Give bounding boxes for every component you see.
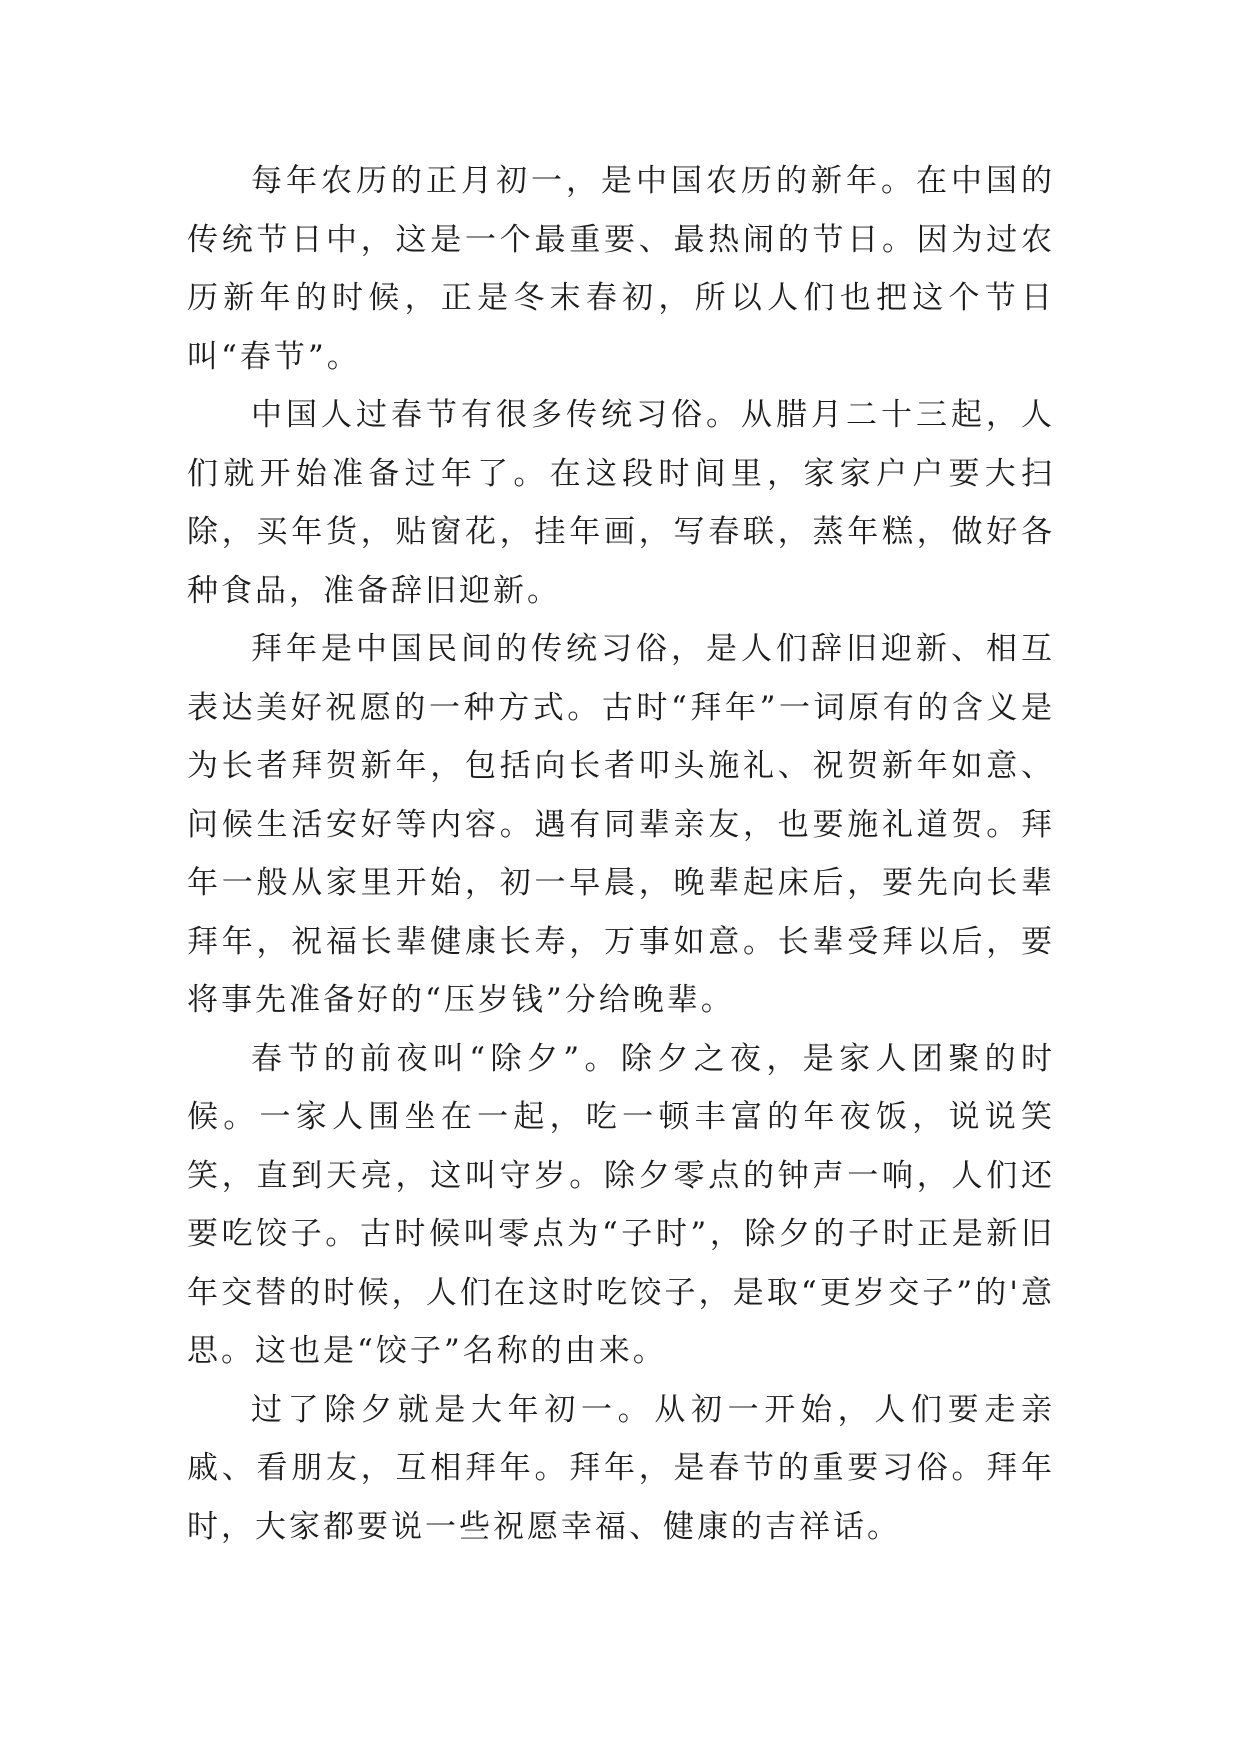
document-body	[187, 152, 1055, 1556]
paragraph-customs: 中国人过春节有很多传统习俗。从腊月二十三起，人们就开始准备过年了。在这段时间里，家家户户要大扫除，买年货，贴窗花，挂年画，写春联，蒸年糕，做好各种食品，准备辞旧迎新。	[187, 397, 1055, 609]
paragraph-first-day: 过了除夕就是大年初一。从初一开始，人们要走亲戚、看朋友，互相拜年。拜年，是春节的重要习俗。拜年时，大家都要说一些祝愿幸福、健康的吉祥话。	[187, 1391, 1055, 1545]
paragraph-chuxi: 春节的前夜叫“除夕”。除夕之夜，是家人团聚的时候。一家人围坐在一起，吃一顿丰富的年夜饭，说说笑笑，直到天亮，这叫守岁。除夕零点的钟声一响，人们还要吃饺子。古时候叫零点为“子时”，除夕的子时正是新旧年交替的时候，人们在这时吃饺子，是取“更岁交子”的'意思。这也是“饺子”名称的由来。	[187, 1040, 1055, 1369]
paragraph-bainian: 拜年是中国民间的传统习俗，是人们辞旧迎新、相互表达美好祝愿的一种方式。古时“拜年”一词原有的含义是为长者拜贺新年，包括向长者叩头施礼、祝贺新年如意、问候生活安好等内容。遇有同辈亲友，也要施礼道贺。拜年一般从家里开始，初一早晨，晚辈起床后，要先向长辈拜年，祝福长辈健康长寿，万事如意。长辈受拜以后，要将事先准备好的“压岁钱”分给晚辈。	[187, 631, 1055, 1018]
paragraph-new-year: 每年农历的正月初一，是中国农历的新年。在中国的传统节日中，这是一个最重要、最热闹的节日。因为过农历新年的时候，正是冬末春初，所以人们也把这个节日叫“春节”。	[187, 163, 1055, 375]
